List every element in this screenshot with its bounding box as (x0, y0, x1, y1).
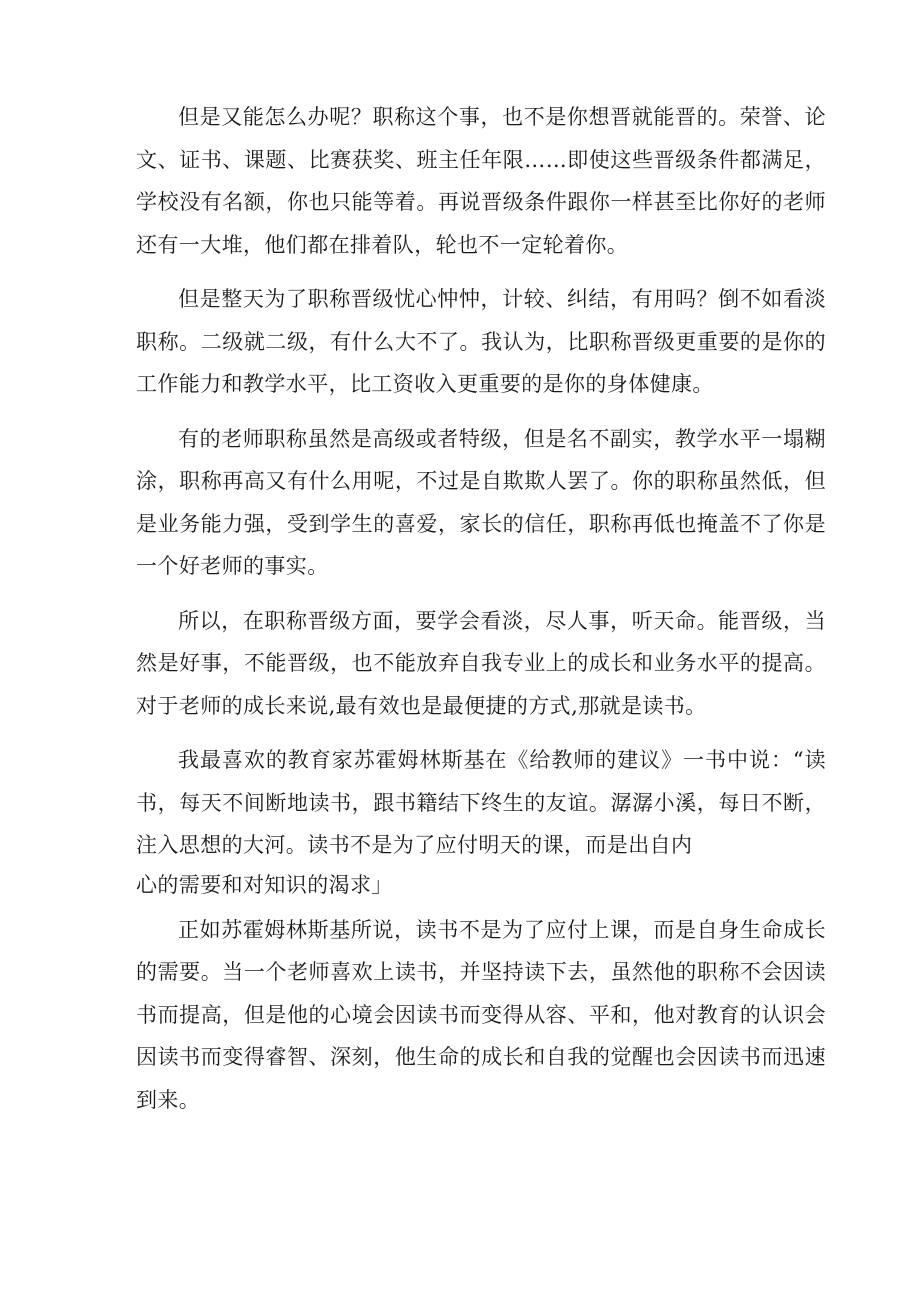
paragraph-4: 所以，在职称晋级方面，要学会看淡，尽人事，听天命。能晋级，当然是好事，不能晋级，也不能放弃自我专业上的成长和业务水平的提高。对于老师的成长来说,最有效也是最便捷的方式,那就是读书。 (136, 608, 826, 718)
paragraph-3: 有的老师职称虽然是高级或者特级，但是名不副实，教学水平一塌糊涂，职称再高又有什么用呢，不过是自欺欺人罢了。你的职称虽然低，但是业务能力强，受到学生的喜爱，家长的信任，职称再低也掩盖不了你是一个好老师的事实。 (136, 426, 826, 578)
paragraph-5-quote: 我最喜欢的教育家苏霍姆林斯基在《给教师的建议》一书中说：“读书，每天不间断地读书，跟书籍结下终生的友谊。潺潺小溪，每日不断，注入思想的大河。读书不是为了应付明天的课，而是出自内 (136, 748, 826, 857)
paragraph-1: 但是又能怎么办呢？职称这个事，也不是你想晋就能晋的。荣誉、论文、证书、课题、比赛获奖、班主任年限……即使这些晋级条件都满足，学校没有名额，你也只能等着。再说晋级条件跟你一样甚至比你好的老师还有一大堆，他们都在排着队，轮也不一定轮着你。 (136, 105, 826, 257)
paragraph-5-quote-end: 心的需要和对知识的渴求」 (136, 872, 393, 897)
paragraph-6: 正如苏霍姆林斯基所说，读书不是为了应付上课，而是自身生命成长的需要。当一个老师喜欢上读书，并坚持读下去，虽然他的职称不会因读书而提高，但是他的心境会因读书而变得从容、平和，他对教育的认识会因读书而变得睿智、深刻，他生命的成长和自我的觉醒也会因读书而迅速到来。 (136, 917, 826, 1112)
document-page (136, 96, 826, 1121)
paragraph-2: 但是整天为了职称晋级忧心忡忡，计较、纠结，有用吗？倒不如看淡职称。二级就二级，有什么大不了。我认为，比职称晋级更重要的是你的工作能力和教学水平，比工资收入更重要的是你的身体健康。 (136, 287, 826, 396)
